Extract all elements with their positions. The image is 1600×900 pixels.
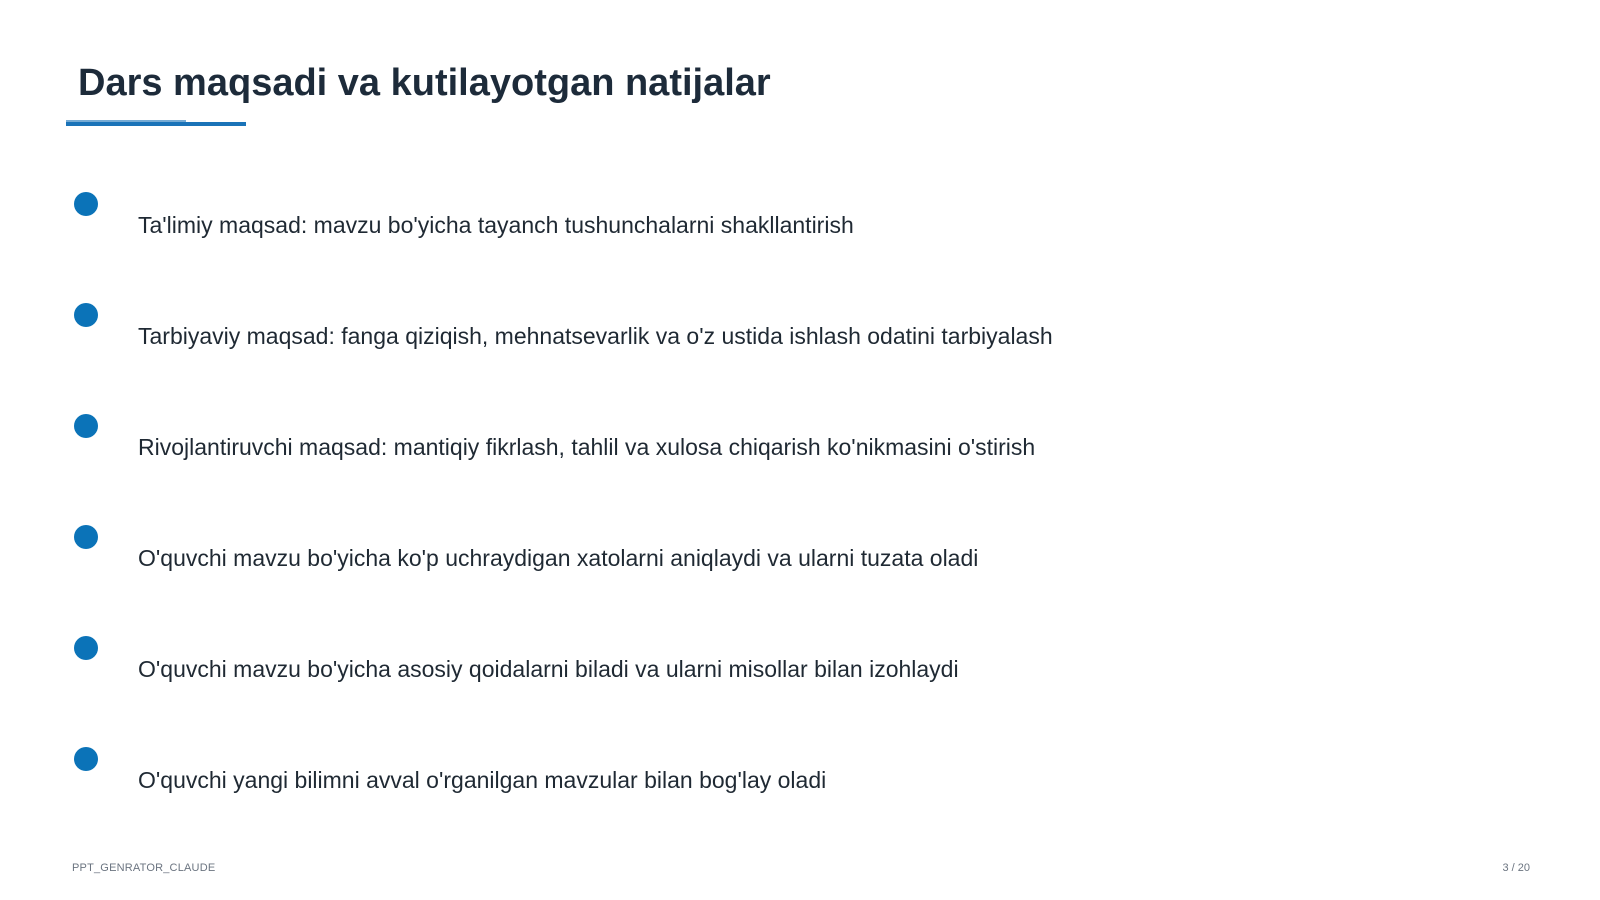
bullet-text: Ta'limiy maqsad: mavzu bo'yicha tayanch tushunchalarni shakllantirish xyxy=(138,212,854,238)
bullet-dot-icon xyxy=(74,192,98,216)
bullet-text: O'quvchi mavzu bo'yicha ko'p uchraydigan xatolarni aniqlaydi va ularni tuzata oladi xyxy=(138,545,979,571)
list-item xyxy=(0,747,1400,827)
list-item xyxy=(0,414,1400,494)
footer-label: PPT_GENRATOR_CLAUDE xyxy=(72,862,216,874)
list-item xyxy=(0,525,1400,605)
bullet-text: Tarbiyaviy maqsad: fanga qiziqish, mehnatsevarlik va o'z ustida ishlash odatini tarbiyalash xyxy=(138,323,1053,349)
slide-title: Dars maqsadi va kutilayotgan natijalar xyxy=(78,62,771,104)
list-item xyxy=(0,303,1400,383)
bullet-text: O'quvchi mavzu bo'yicha asosiy qoidalarni biladi va ularni misollar bilan izohlaydi xyxy=(138,656,959,682)
bullet-dot-icon xyxy=(74,525,98,549)
list-item xyxy=(0,636,1400,716)
bullet-dot-icon xyxy=(74,303,98,327)
bullet-dot-icon xyxy=(74,636,98,660)
bullet-dot-icon xyxy=(74,414,98,438)
page-number: 3 / 20 xyxy=(1502,862,1530,874)
bullet-text: Rivojlantiruvchi maqsad: mantiqiy fikrlash, tahlil va xulosa chiqarish ko'nikmasini o'stirish xyxy=(138,434,1036,460)
list-item xyxy=(0,192,1400,272)
bullet-text: O'quvchi yangi bilimni avval o'rganilgan mavzular bilan bog'lay oladi xyxy=(138,767,827,793)
bullet-dot-icon xyxy=(74,747,98,771)
